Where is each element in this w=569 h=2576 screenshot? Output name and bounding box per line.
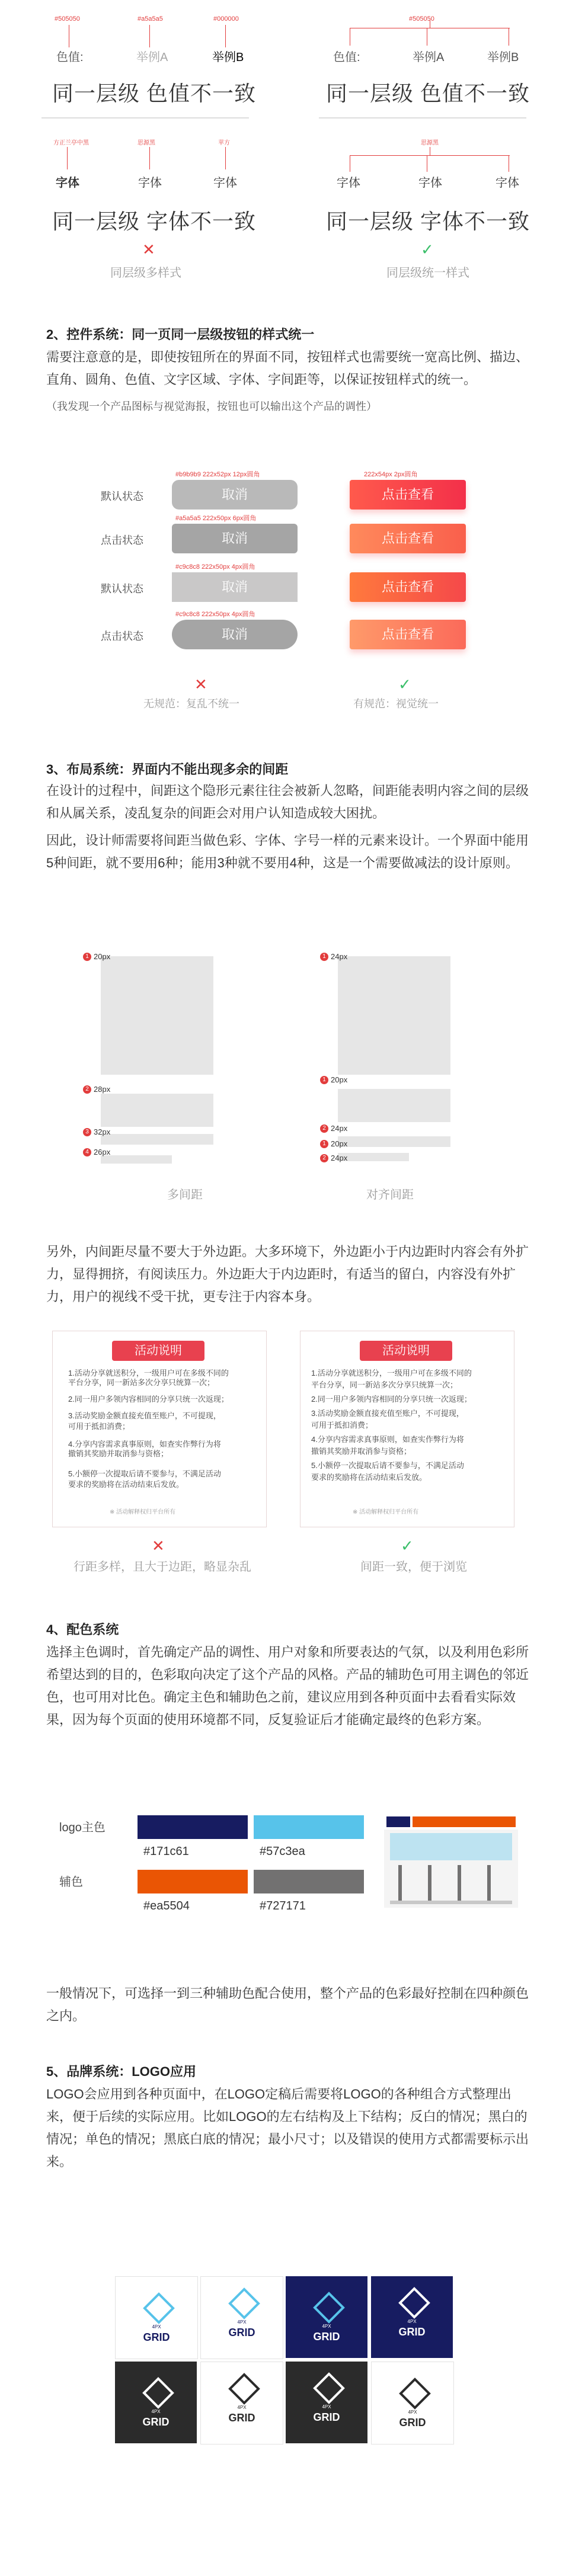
caption-wrong: 无规范：复乱不统一: [143, 698, 239, 710]
state-label: 默认状态: [101, 583, 143, 595]
button-spec-annotation: #a5a5a5 222x50px 6px圆角: [175, 515, 257, 522]
cross-icon: ✕: [194, 675, 207, 693]
color-swatch: [138, 1870, 248, 1893]
check-icon: ✓: [421, 241, 434, 258]
example-b-label: 举例B: [487, 51, 519, 64]
logo-mark-icon: [143, 2292, 175, 2324]
section-title: 3、布局系统：界面内不能出现多余的间距: [46, 762, 289, 777]
spacing-label: 26px: [94, 1148, 111, 1156]
example-a-label: 举例A: [413, 51, 445, 64]
logo-wordmark: GRID: [399, 2417, 426, 2428]
color-hex: #57c3ea: [260, 1845, 305, 1858]
rule-line: 平台分享，同一新站多次分享只统算一次；: [311, 1380, 458, 1389]
caption-wrong: 行距多样，且大于边距，略显杂乱: [73, 1561, 251, 1574]
logo-subtext: 4PX: [322, 2404, 331, 2410]
section-paragraph: 因此，设计师需要将间距当做色彩、字体、字号一样的元素来设计。一个界面中能用5种间距，就不要用6种；能用3种就不要用4种，这是一个需要做减法的设计原则。: [46, 833, 529, 870]
example-b-label: 举例B: [212, 51, 244, 64]
spacing-marker: 2: [320, 1124, 328, 1133]
rule-line: 撤销其奖励并取消参与资格；: [68, 1449, 169, 1458]
font-sample: 字体: [337, 177, 360, 190]
logo-wordmark: GRID: [398, 2326, 426, 2338]
section-paragraph: LOGO会应用到各种页面中，在LOGO定稿后需要将LOGO的各种组合方式整理出来，便于后续的实际应用。比如LOGO的左右结构及上下结构；反白的情况；黑白的情况；单色的情况；黑底白底的情况；最小尺寸；以及错误的使用方式都需要标示出来。: [46, 2087, 529, 2169]
cross-icon: ✕: [152, 1537, 165, 1555]
caption-right: 间距一致，便于浏览: [360, 1561, 467, 1574]
logo-mark-icon: [398, 2287, 430, 2319]
button-spec-annotation: #c9c8c8 222x50px 4px圆角: [175, 611, 255, 618]
logo-subtext: 4PX: [151, 2409, 161, 2414]
font-annotation: 思源黑: [421, 140, 439, 146]
diagram-caption: 多间距: [167, 1188, 203, 1202]
swatch-annotation: #a5a5a5: [138, 15, 163, 23]
logo-subtext: 4PX: [152, 2324, 161, 2330]
cancel-button[interactable]: 取消: [172, 524, 298, 553]
caption-wrong: 同层级多样式: [110, 267, 181, 280]
logo-mark-icon: [228, 2287, 260, 2319]
heading-color-consistent: 同一层级 色值不一致: [326, 81, 530, 105]
logo-tile: [115, 2276, 198, 2359]
spacing-label: 28px: [94, 1085, 111, 1094]
spacing-marker: 1: [320, 953, 328, 961]
heading-color-inconsistent: 同一层级 色值不一致: [52, 81, 257, 105]
color-label: 色值:: [56, 51, 84, 64]
font-sample: 字体: [56, 177, 79, 190]
swatch-annotation: #505050: [409, 15, 434, 23]
logo-tile: [371, 2362, 454, 2444]
diagram-caption: 对齐间距: [366, 1188, 414, 1202]
rule-line: 3.活动奖励金额直接充值至账户，不可提现，: [68, 1411, 221, 1420]
spacing-label: 20px: [331, 1075, 348, 1084]
spacing-marker: 2: [83, 1085, 91, 1094]
spacing-marker: 1: [320, 1140, 328, 1148]
color-hex: #727171: [260, 1899, 306, 1912]
section-title: 2、控件系统：同一页同一层级按钮的样式统一: [46, 327, 315, 342]
check-icon: ✓: [398, 675, 411, 693]
primary-color-label: logo主色: [59, 1821, 106, 1834]
logo-subtext: 4PX: [407, 2319, 417, 2324]
rule-line: 可用于抵扣消费；: [311, 1421, 373, 1430]
cancel-button[interactable]: 取消: [172, 572, 298, 602]
state-label: 点击状态: [101, 534, 143, 546]
view-button[interactable]: 点击查看: [350, 480, 466, 510]
color-label: 色值:: [333, 51, 360, 64]
divider: [41, 117, 249, 118]
cross-icon: ✕: [142, 241, 155, 258]
view-button[interactable]: 点击查看: [350, 620, 466, 649]
rule-line: 2.同一用户多领内容相同的分享只统一次返现；: [68, 1395, 229, 1404]
logo-subtext: 4PX: [408, 2410, 417, 2415]
rule-line: 2.同一用户多领内容相同的分享只统一次返现；: [311, 1395, 472, 1404]
rule-line: 5.小额停一次提取后请不要参与，不满足活动: [311, 1461, 464, 1470]
logo-subtext: 4PX: [237, 2319, 247, 2325]
logo-mark-icon: [399, 2378, 431, 2410]
color-swatch: [254, 1815, 364, 1839]
swatch-annotation: #505050: [55, 15, 80, 23]
cancel-button[interactable]: 取消: [172, 480, 298, 510]
spacing-marker: 2: [320, 1154, 328, 1162]
view-button[interactable]: 点击查看: [350, 524, 466, 553]
spacing-label: 20px: [94, 952, 111, 961]
logo-tile: [286, 2276, 367, 2358]
swatch-annotation: #000000: [213, 15, 239, 23]
caption-right: 有规范：视觉统一: [353, 698, 439, 710]
logo-tile: [371, 2276, 453, 2358]
rule-line: 平台分享，同一新站多次分享只统算一次；: [68, 1378, 215, 1387]
section-note: （我发现一个产品图标与视觉海报，按钮也可以输出这个产品的调性）: [46, 401, 377, 412]
section-paragraph: 另外，内间距尽量不要大于外边距。大多环境下，外边距小于内边距时内容会有外扩力，显得拥挤，有阅读压力。外边距大于内边距时，有适当的留白，内容没有外扩力，用户的视线不受干扰，更专注于内容本身。: [46, 1244, 529, 1304]
logo-mark-icon: [142, 2377, 174, 2409]
state-label: 默认状态: [101, 491, 143, 502]
secondary-color-label: 辅色: [59, 1876, 83, 1889]
font-sample: 字体: [418, 177, 442, 190]
rule-line: 要求的奖励将在活动结束后发放。: [68, 1480, 184, 1489]
check-icon: ✓: [401, 1537, 414, 1555]
caption-right: 同层级统一样式: [386, 267, 469, 280]
logo-tile: [200, 2362, 283, 2444]
divider: [319, 117, 526, 118]
spacing-label: 20px: [331, 1139, 348, 1148]
spacing-label: 24px: [331, 1154, 348, 1162]
logo-wordmark: GRID: [228, 2412, 255, 2424]
logo-mark-icon: [228, 2373, 260, 2405]
section-paragraph: 需要注意意的是，即使按钮所在的界面不同，按钮样式也需要统一宽高比例、描边、直角、圆角、色值、文字区域、字体、字间距等，以保证按钮样式的统一。: [46, 350, 529, 387]
section-title: 4、配色系统: [46, 1622, 119, 1637]
section-title: 5、品牌系统：LOGO应用: [46, 2064, 197, 2079]
logo-tile: [115, 2362, 197, 2443]
activity-card-messy: [52, 1331, 267, 1527]
example-a-label: 举例A: [136, 51, 168, 64]
color-swatch: [254, 1870, 364, 1893]
font-annotation: 方正兰亭中黑: [53, 140, 89, 146]
rule-line: 可用于抵扣消费；: [68, 1422, 130, 1431]
color-hex: #171c61: [143, 1845, 189, 1858]
spacing-label: 24px: [331, 952, 348, 961]
spacing-marker: 1: [320, 1076, 328, 1084]
rule-line: 3.活动奖励金额直接充值至账户，不可提现，: [311, 1409, 464, 1418]
font-annotation: 思源黑: [138, 140, 155, 146]
rule-line: 1.活动分享就送积分，一级用户可在多级不同的: [68, 1369, 229, 1377]
activity-badge: 活动说明: [112, 1341, 204, 1361]
button-spec-annotation: #b9b9b9 222x52px 12px圆角: [175, 471, 260, 478]
section-paragraph: 在设计的过程中，间距这个隐形元素往往会被新人忽略，间距能表明内容之间的层级和从属关系，凌乱复杂的间距会对用户认知造成较大困扰。: [46, 783, 529, 821]
logo-tile: [286, 2362, 367, 2443]
spacing-marker: 1: [83, 953, 91, 961]
font-sample: 字体: [496, 177, 519, 190]
logo-wordmark: GRID: [143, 2331, 170, 2343]
logo-subtext: 4PX: [322, 2324, 331, 2329]
activity-card-clean: [300, 1331, 514, 1527]
section-paragraph: 选择主色调时，首先确定产品的调性、用户对象和所要表达的气氛，以及利用色彩所希望达到的目的，色彩取向决定了这个产品的风格。产品的辅助色可用主调色的邻近色，也可用对比色。确定主色和辅助色之前，建议应用到各种页面中去看看实际效果，因为每个页面的使用环境都不同，反复验证后才能确定最终的色彩方案。: [46, 1645, 529, 1727]
spacing-marker: 4: [83, 1148, 91, 1156]
heading-font-consistent: 同一层级 字体不一致: [326, 209, 530, 233]
logo-wordmark: GRID: [142, 2416, 170, 2428]
footnote: ※ 活动解释权归平台所有: [353, 1509, 419, 1516]
button-spec-annotation: 222x54px 2px圆角: [364, 471, 418, 478]
heading-font-inconsistent: 同一层级 字体不一致: [52, 209, 257, 233]
view-button[interactable]: 点击查看: [350, 572, 466, 602]
logo-mark-icon: [313, 2372, 345, 2404]
font-annotation: 苹方: [218, 140, 230, 146]
rule-line: 5.小额停一次提取后请不要参与，不满足活动: [68, 1469, 221, 1478]
activity-badge: 活动说明: [360, 1341, 452, 1361]
button-spec-annotation: #c9c8c8 222x50px 4px圆角: [175, 563, 255, 571]
state-label: 点击状态: [101, 630, 143, 642]
font-sample: 字体: [138, 177, 162, 190]
logo-subtext: 4PX: [237, 2405, 247, 2410]
rule-line: 要求的奖励将在活动结束后发放。: [311, 1473, 427, 1482]
cancel-button[interactable]: 取消: [172, 620, 298, 649]
rule-line: 1.活动分享就送积分，一级用户可在多级不同的: [311, 1369, 472, 1377]
logo-wordmark: GRID: [313, 2411, 340, 2423]
footnote: ※ 活动解释权归平台所有: [110, 1509, 176, 1516]
rule-line: 撤销其奖励并取消参与资格；: [311, 1447, 412, 1456]
color-swatch: [138, 1815, 248, 1839]
rule-line: 4.分享内容需求真事原则，如查实作弊行为将: [311, 1435, 464, 1444]
spacing-label: 24px: [331, 1124, 348, 1133]
font-sample: 字体: [213, 175, 237, 190]
spacing-marker: 3: [83, 1128, 91, 1136]
section-paragraph: 一般情况下，可选择一到三种辅助色配合使用，整个产品的色彩最好控制在四种颜色之内。: [46, 1986, 529, 2023]
color-hex: #ea5504: [143, 1899, 190, 1912]
logo-mark-icon: [313, 2292, 345, 2324]
brand-banner-image: [384, 1814, 518, 1908]
logo-wordmark: GRID: [313, 2331, 340, 2343]
rule-line: 4.分享内容需求真事原则，如查实作弊行为将: [68, 1440, 221, 1449]
spacing-label: 32px: [94, 1127, 111, 1136]
logo-wordmark: GRID: [228, 2327, 255, 2338]
logo-tile: [200, 2276, 283, 2359]
